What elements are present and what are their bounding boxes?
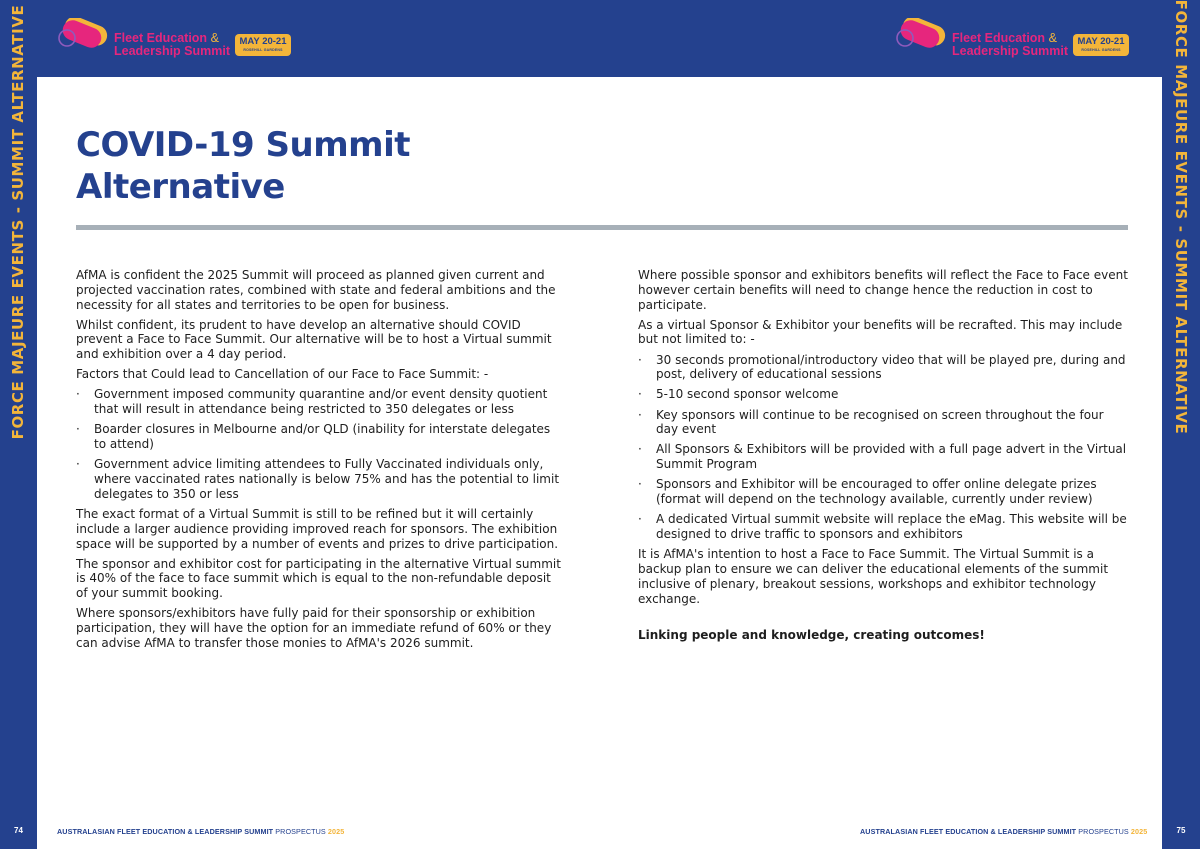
logo-line-1: Fleet Education — [114, 31, 208, 45]
badge-venue: ROSEHILL GARDENS — [243, 48, 283, 52]
paragraph: Whilst confident, its prudent to have develop an alternative should COVID prevent a Face to Face Summit. Our alternative will be to host a Virtual summit and exhibition over a 4 day period. — [76, 317, 552, 362]
summit-logo-right — [894, 18, 1134, 60]
bullet-icon: · — [76, 387, 80, 402]
bullet-icon: · — [638, 407, 642, 422]
paragraph: The exact format of a Virtual Summit is still to be refined but it will certainly include a larger audience providing improved reach for sponsors. The exhibition space will be supported by a number of events and prizes to drive participation. — [76, 506, 559, 551]
summit-logo-left — [56, 18, 296, 60]
bullet-icon: · — [638, 442, 642, 457]
bullet-icon: · — [638, 477, 642, 492]
list-item: · A dedicated Virtual summit website will replace the eMag. This website will be designed to drive traffic to sponsors and exhibitors — [638, 512, 1127, 542]
summit-logo-mark-icon — [894, 18, 950, 52]
title-divider — [76, 225, 1128, 230]
page-title-line-2: Alternative — [76, 167, 285, 207]
paragraph: Where possible sponsor and exhibitors benefits will reflect the Face to Face event however certain benefits will need to change hence the reduction in cost to participate. — [638, 268, 1128, 312]
logo-line-2: Leadership Summit — [114, 44, 230, 58]
list-item: · Sponsors and Exhibitor will be encouraged to offer online delegate prizes (format will depend on the technology available, currently under review) — [638, 477, 1097, 507]
badge-date: MAY 20-21 — [1077, 36, 1125, 47]
badge-date: MAY 20-21 — [239, 36, 287, 47]
paragraph: Where sponsors/exhibitors have fully paid for their sponsorship or exhibition participation, they will have the option for an immediate refund of 60% or they can advise AfMA to transfer those monies to AfMA's 2026 summit. — [76, 606, 552, 650]
list-item: · Key sponsors will continue to be recognised on screen throughout the four day event — [638, 407, 1104, 437]
right-column — [638, 268, 1128, 648]
footer-right — [860, 827, 1147, 836]
summit-logo-mark-icon — [56, 18, 112, 52]
date-badge — [1073, 34, 1129, 56]
date-badge — [235, 34, 291, 56]
logo-line-1: Fleet Education — [952, 31, 1046, 45]
paragraph: The sponsor and exhibitor cost for participating in the alternative Virtual summit is 40% of the face to face summit which is equal to the non-refundable deposit of your summit booking. — [76, 556, 561, 601]
footer-left — [57, 827, 344, 836]
left-column — [76, 268, 566, 656]
bullet-icon: · — [76, 457, 80, 472]
list-item: · Government advice limiting attendees to Fully Vaccinated individuals only, where vaccinated rates nationally is below 75% and has the potential to limit delegates to 350 or less — [76, 457, 560, 501]
bullet-icon: · — [638, 512, 642, 527]
sidebar-section-title: FORCE MAJEURE EVENTS - SUMMIT ALTERNATIVE — [1172, 0, 1190, 435]
paragraph: As a virtual Sponsor & Exhibitor your benefits will be recrafted. This may include but not limited to: - — [638, 317, 1123, 347]
page-title-line-1: COVID-19 Summit — [76, 125, 410, 165]
bullet-icon: · — [638, 387, 642, 402]
badge-venue: ROSEHILL GARDENS — [1081, 48, 1121, 52]
logo-ampersand: & — [1048, 31, 1057, 45]
list-item: · All Sponsors & Exhibitors will be provided with a full page advert in the Virtual Summit Program — [638, 442, 1127, 472]
page-number-left: 74 — [14, 826, 23, 835]
factors-list — [76, 387, 566, 501]
list-item: · Government imposed community quarantine and/or event density quotient that will result in attendance being restricted to 350 delegates or less — [76, 387, 548, 417]
list-item: · 5-10 second sponsor welcome — [638, 387, 839, 402]
footer-year: 2025 — [327, 827, 345, 836]
footer-doc: PROSPECTUS — [1078, 827, 1129, 836]
paragraph: It is AfMA's intention to host a Face to Face Summit. The Virtual Summit is a backup plan to ensure we can deliver the educational elements of the summit inclusive of plenary, breakout sessions, workshops and exhibitor technology exchange. — [638, 547, 1109, 606]
logo-ampersand: & — [210, 31, 219, 45]
footer-org: AUSTRALASIAN FLEET EDUCATION & LEADERSHIP SUMMIT — [57, 827, 274, 836]
benefits-list — [638, 353, 1128, 542]
bullet-icon: · — [76, 422, 80, 437]
footer-doc: PROSPECTUS — [275, 827, 326, 836]
logo-line-2: Leadership Summit — [952, 44, 1068, 58]
bullet-icon: · — [638, 352, 642, 367]
sidebar-section-title: FORCE MAJEURE EVENTS - SUMMIT ALTERNATIVE — [9, 4, 27, 440]
paragraph: Factors that Could lead to Cancellation of our Face to Face Summit: - — [76, 367, 489, 382]
page-title — [76, 124, 410, 208]
footer-year: 2025 — [1130, 827, 1148, 836]
page-number-right: 75 — [1176, 826, 1186, 835]
right-sidebar — [1162, 0, 1200, 849]
footer-org: AUSTRALASIAN FLEET EDUCATION & LEADERSHIP SUMMIT — [860, 827, 1077, 836]
left-sidebar — [0, 0, 37, 849]
paragraph: AfMA is confident the 2025 Summit will proceed as planned given current and projected vaccination rates, combined with state and federal ambitions and the necessity for all states and territories to be open for business. — [76, 268, 556, 312]
list-item: · 30 seconds promotional/introductory video that will be played pre, during and post, delivery of educational sessions — [638, 352, 1126, 382]
tagline: Linking people and knowledge, creating outcomes! — [638, 628, 985, 643]
list-item: · Boarder closures in Melbourne and/or QLD (inability for interstate delegates to attend) — [76, 422, 551, 452]
